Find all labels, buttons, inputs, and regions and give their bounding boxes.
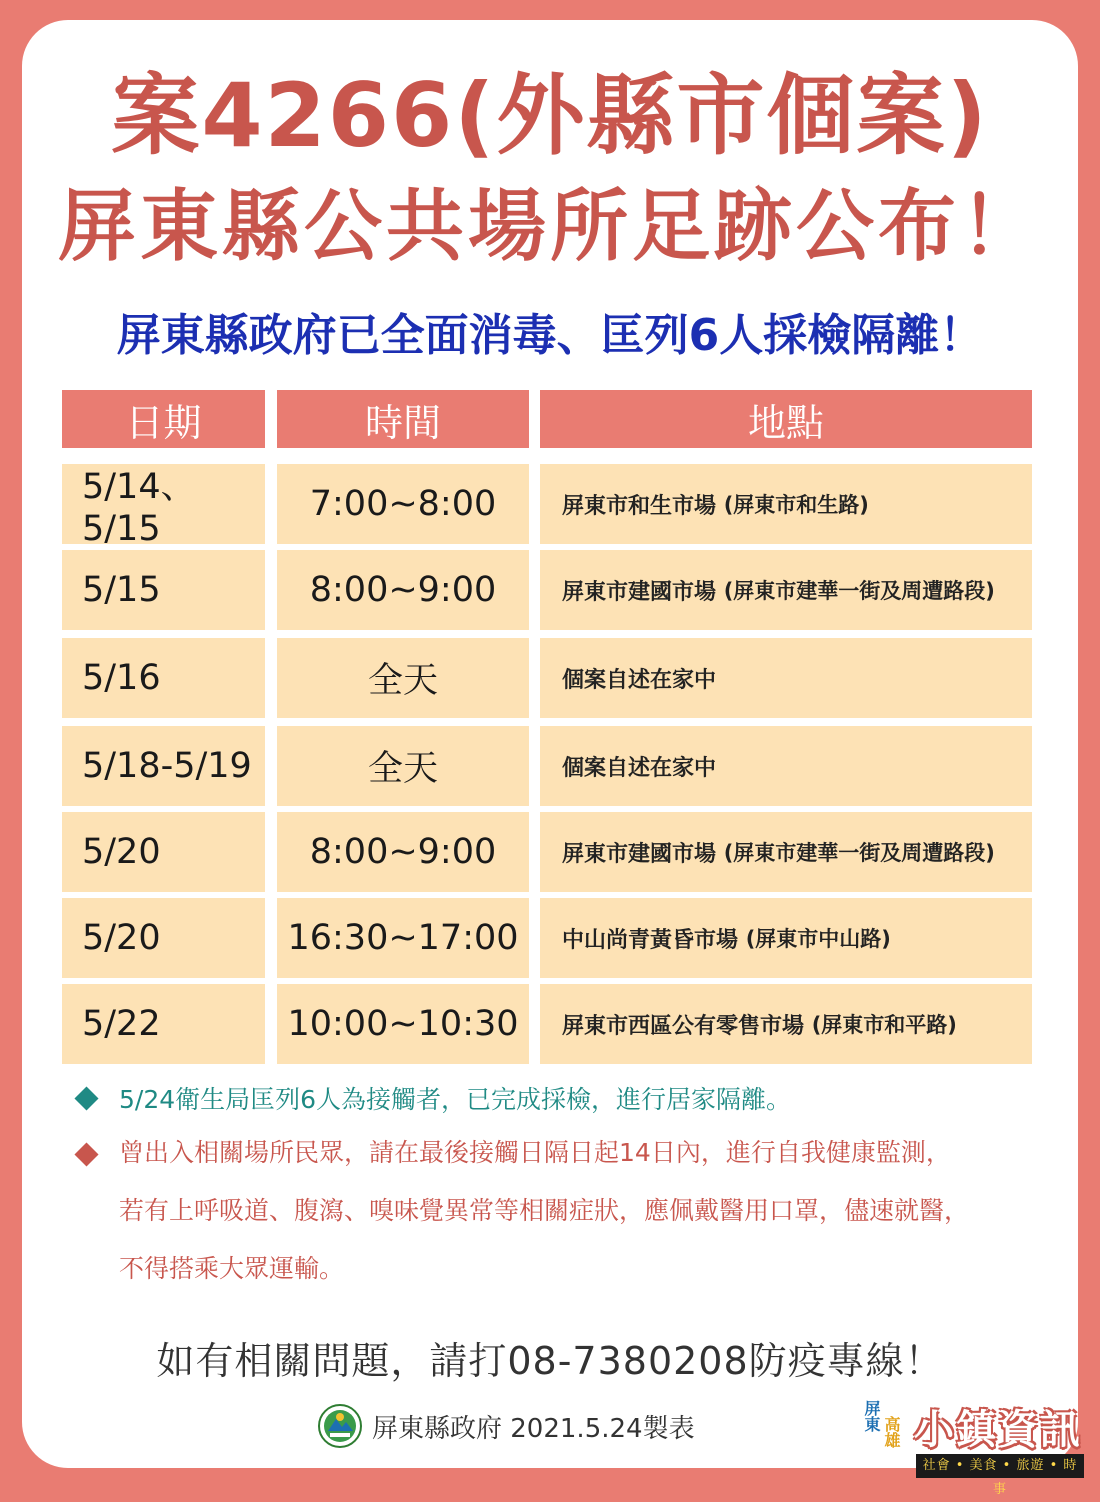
row-5-time: 8:00~9:00	[277, 812, 529, 892]
row-1-date: 5/14、5/15	[62, 464, 265, 544]
row-6-place-detail: (屏東市中山路)	[745, 927, 891, 951]
row-2-place	[540, 550, 1032, 630]
row-7-place-name: 屏東市西區公有零售市場	[562, 1013, 805, 1039]
note-advice-text	[119, 1124, 969, 1298]
county-seal-icon	[318, 1404, 362, 1448]
row-3-place	[540, 638, 1032, 718]
row-2-place-detail: (屏東市建華一街及周遭路段)	[723, 579, 995, 603]
footer	[318, 1404, 695, 1448]
row-1-place	[540, 464, 1032, 544]
row-7-place-detail: (屏東市和平路)	[811, 1013, 957, 1037]
row-2-date: 5/15	[62, 550, 265, 630]
note-advice	[78, 1124, 969, 1298]
note-contacts	[78, 1080, 791, 1116]
note-advice-line-3: 不得搭乘大眾運輸。	[119, 1254, 345, 1283]
row-7-time: 10:00~10:30	[277, 984, 529, 1064]
row-6-place-name: 中山尚青黃昏市場	[562, 927, 739, 953]
brand-tag-right: 高雄	[882, 1416, 901, 1448]
row-4-place-name: 個案自述在家中	[562, 755, 717, 781]
row-2-time: 8:00~9:00	[277, 550, 529, 630]
row-4-place	[540, 726, 1032, 806]
row-5-place-detail: (屏東市建華一街及周遭路段)	[723, 841, 995, 865]
row-1-place-detail: (屏東市和生路)	[723, 493, 869, 517]
row-3-time: 全天	[277, 638, 529, 718]
note-advice-line-1: 曾出入相關場所民眾，請在最後接觸日隔日起14日內，進行自我健康監測，	[119, 1138, 951, 1167]
teal-diamond-icon	[74, 1086, 98, 1110]
brand-tagline: 社會 • 美食 • 旅遊 • 時事	[916, 1454, 1084, 1478]
row-5-place-name: 屏東市建國市場	[562, 841, 717, 867]
brand-watermark	[860, 1398, 1086, 1497]
note-contacts-text: 5/24衛生局匡列6人為接觸者，已完成採檢，進行居家隔離。	[119, 1085, 792, 1114]
row-4-time: 全天	[277, 726, 529, 806]
brand-name: 小鎮資訊	[914, 1407, 1082, 1453]
footer-text: 屏東縣政府 2021.5.24製表	[372, 1413, 695, 1444]
row-5-date: 5/20	[62, 812, 265, 892]
row-7-place	[540, 984, 1032, 1064]
red-diamond-icon	[74, 1142, 98, 1166]
row-7-date: 5/22	[62, 984, 265, 1064]
header-place: 地點	[540, 390, 1032, 448]
title-line-2: 屏東縣公共場所足跡公布！	[57, 182, 1042, 272]
row-6-time: 16:30~17:00	[277, 898, 529, 978]
row-4-date: 5/18-5/19	[62, 726, 265, 806]
hotline-text: 如有相關問題，請打08-7380208防疫專線！	[156, 1339, 944, 1383]
brand-tag	[860, 1398, 904, 1478]
row-3-date: 5/16	[62, 638, 265, 718]
note-advice-line-2: 若有上呼吸道、腹瀉、嗅味覺異常等相關症狀，應佩戴醫用口罩，儘速就醫，	[119, 1196, 970, 1225]
row-5-place	[540, 812, 1032, 892]
header-time: 時間	[277, 390, 529, 448]
row-1-place-name: 屏東市和生市場	[562, 493, 717, 519]
subtitle: 屏東縣政府已全面消毒、匡列6人採檢隔離！	[116, 310, 984, 361]
title-line-1: 案4266(外縣市個案)	[111, 64, 989, 167]
header-date: 日期	[62, 390, 265, 448]
row-1-time: 7:00~8:00	[277, 464, 529, 544]
row-6-place	[540, 898, 1032, 978]
brand-tag-left: 屏東	[862, 1400, 881, 1432]
row-6-date: 5/20	[62, 898, 265, 978]
row-2-place-name: 屏東市建國市場	[562, 579, 717, 605]
row-3-place-name: 個案自述在家中	[562, 667, 717, 693]
